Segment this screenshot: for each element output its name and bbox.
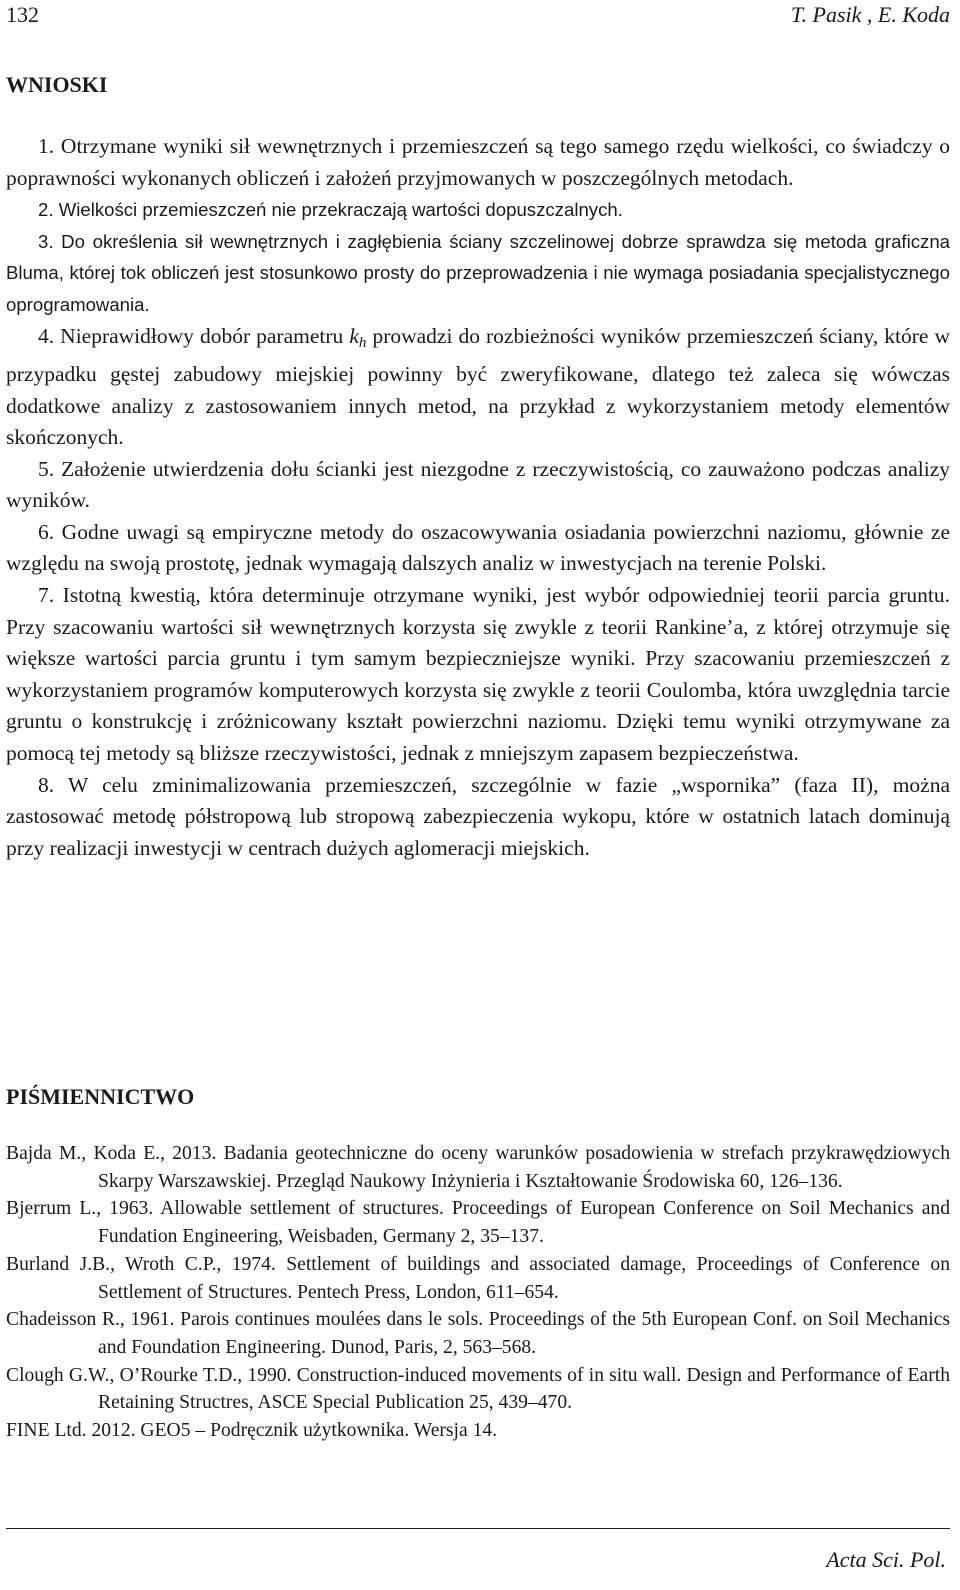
parameter-subscript: h xyxy=(358,334,367,351)
running-authors: T. Pasik , E. Koda xyxy=(790,2,950,27)
reference-entry: Clough G.W., O’Rourke T.D., 1990. Construction-induced movements of in situ wall. Design and Performance of Earth Retaining Structres, ASCE Special Publication 25, 439–470. xyxy=(6,1364,950,1414)
reference-entry: FINE Ltd. 2012. GEO5 – Podręcznik użytkownika. Wersja 14. xyxy=(6,1420,498,1442)
conclusions-heading: WNIOSKI xyxy=(6,72,108,97)
journal-name: Acta Sci. Pol. xyxy=(826,1547,946,1572)
reference-entry: Chadeisson R., 1961. Parois continues moulées dans le sols. Proceedings of the 5th European Conf. on Soil Mechanics and Foundation Engineering. Dunod, Paris, 2, 563–568. xyxy=(6,1309,950,1358)
conclusions-list xyxy=(6,131,950,864)
conclusion-item-4 xyxy=(6,321,950,454)
conclusion-item-6: 6. Godne uwagi są empiryczne metody do oszacowywania osiadania powierzchni naziomu, głównie ze względu na swoją prostotę, jednak wymagają dalszych analiz w inwestycjach na terenie Polski. xyxy=(6,519,950,576)
conclusion-item-4-rest: prowadzi do rozbieżności wyników przemieszczeń ściany, które w przypadku gęstej zabudowy miejskiej powinny być zweryfikowane, dlatego też zaleca się wówczas dodatkowe analizy z zastosowaniem innych metod, na przykład z wykorzystaniem metody elementów skończonych. xyxy=(6,323,950,450)
references-heading: PIŚMIENNICTWO xyxy=(6,1084,195,1109)
parameter-symbol: k xyxy=(349,323,359,348)
conclusion-item-7: 7. Istotną kwestią, która determinuje otrzymane wyniki, jest wybór odpowiedniej teorii parcia gruntu. Przy szacowaniu wartości sił wewnętrznych korzysta się zwykle z teorii Rankine’a, z której otrzymuje się większe wartości parcia gruntu i tym samym bezpieczniejsze wyniki. Przy szacowaniu przemieszczeń z wykorzystaniem programów komputerowych korzysta się zwykle z teorii Coulomba, która uwzględnia tarcie gruntu o konstrukcję i zróżnicowany kształt powierzchni naziomu. Dzięki temu wyniki otrzymywane za pomocą tej metody są bliższe rzeczywistości, jednak z mniejszym zapasem bezpieczeństwa. xyxy=(6,583,950,766)
conclusion-item-1: 1. Otrzymane wyniki sił wewnętrznych i przemieszczeń są tego samego rzędu wielkości, co świadczy o poprawności wykonanych obliczeń i założeń przyjmowanych w poszczególnych metodach. xyxy=(6,134,950,190)
reference-entry: Bajda M., Koda E., 2013. Badania geotechniczne do oceny warunków posadowienia w strefach przykrawędziowych Skarpy Warszawskiej. Przegląd Naukowy Inżynieria i Kształtowanie Środowiska 60, 126–136. xyxy=(6,1143,950,1192)
conclusion-item-3: 3. Do określenia sił wewnętrznych i zagłębienia ściany szczelinowej dobrze sprawdza się metoda graficzna Bluma, której tok obliczeń jest stosunkowo prosty do przeprowadzenia i nie wymaga posiadania specjalistycznego oprogramowania. xyxy=(6,230,950,315)
conclusion-item-8: 8. W celu zminimalizowania przemieszczeń, szczególnie w fazie „wspornika” (faza II), można zastosować metodę półstropową lub stropową zabezpieczenia wykopu, które w ostatnich latach dominują przy realizacji inwestycji w centrach dużych aglomeracji miejskich. xyxy=(6,772,950,860)
page-number: 132 xyxy=(6,2,39,27)
footer-rule xyxy=(6,1528,950,1529)
conclusion-item-4-lead: 4. Nieprawidłowy dobór parametru xyxy=(38,323,350,348)
running-header xyxy=(6,0,950,30)
conclusion-item-2: 2. Wielkości przemieszczeń nie przekraczają wartości dopuszczalnych. xyxy=(38,199,623,221)
references-list xyxy=(6,1140,950,1445)
reference-entry: Burland J.B., Wroth C.P., 1974. Settlement of buildings and associated damage, Proceedings of Conference on Settlement of Structures. Pentech Press, London, 611–654. xyxy=(6,1253,950,1303)
reference-entry: Bjerrum L., 1963. Allowable settlement of structures. Proceedings of European Conference on Soil Mechanics and Fundation Engineering, Weisbaden, Germany 2, 35–137. xyxy=(6,1198,950,1248)
document-page xyxy=(6,0,950,1590)
conclusion-item-5: 5. Założenie utwierdzenia dołu ścianki jest niezgodne z rzeczywistością, co zauważono podczas analizy wyników. xyxy=(6,456,950,513)
